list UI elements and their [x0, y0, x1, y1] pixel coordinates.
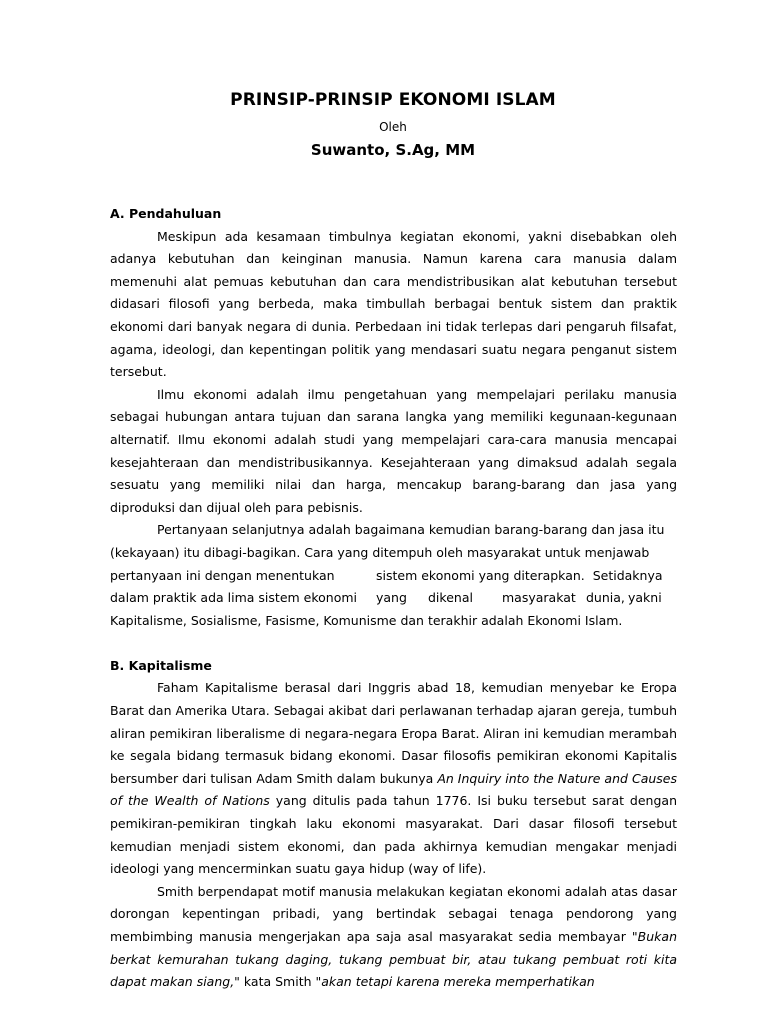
- text-run: " kata Smith: [234, 974, 316, 990]
- text-run: Smith berpendapat motif manusia melakukan kegiatan ekonomi adalah atas dasar dorongan kepentingan pribadi, yang bertindak sebagai tenaga pendorong yang membimbing manusia mengerjakan apa saja asal masyarakat sedia membayar ": [110, 883, 677, 944]
- quote-text: Bukan berkat kemurahan tukang daging, tukang pembuat bir, atau tukang pembuat roti kita dapat makan siang,: [110, 929, 677, 990]
- section-a-paragraph-2: Ilmu ekonomi adalah ilmu pengetahuan yang mempelajari perilaku manusia sebagai hubungan antara tujuan dan sarana langka yang memiliki kegunaan-kegunaan alternatif. Ilmu ekonomi adalah studi yang mempelajari cara-cara manusia mencapai kesejahteraan dan mendistribusikannya. Kesejahteraan yang dimaksud adalah segala sesuatu yang memiliki nilai dan harga, mencakup barang-barang dan jasa yang diproduksi dan dijual oleh para pebisnis.: [110, 386, 677, 515]
- line-segment: dunia,: [586, 590, 625, 606]
- author-prefix: Oleh: [379, 120, 407, 134]
- document-title: PRINSIP-PRINSIP EKONOMI ISLAM: [230, 90, 556, 110]
- paragraph-line: (kekayaan) itu dibagi-bagikan. Cara yang ditempuh oleh masyarakat untuk menjawab: [110, 544, 650, 560]
- line-segment: yakni: [628, 590, 662, 606]
- line-segment: pertanyaan ini dengan menentukan: [110, 567, 335, 583]
- section-a-paragraph-1: Meskipun ada kesamaan timbulnya kegiatan ekonomi, yakni disebabkan oleh adanya kebutuhan dan keinginan manusia. Namun karena cara manusia dalam memenuhi alat pemuas kebutuhan dan cara mendistribusikan alat kebutuhan tersebut didasari filosofi yang berbeda, maka timbullah berbagai bentuk sistem dan praktik ekonomi dari banyak negara di dunia. Perbedaan ini tidak terlepas dari pengaruh filsafat, agama, ideologi, dan kepentingan politik yang mendasari suatu negara penganut sistem tersebut.: [110, 228, 677, 380]
- section-b-paragraph-2: [110, 881, 677, 994]
- section-a-paragraph-3: [110, 519, 677, 632]
- line-segment: dikenal: [428, 590, 473, 606]
- section-a-heading: A. Pendahuluan: [110, 206, 222, 221]
- section-gap: [110, 632, 677, 655]
- paragraph-line: Pertanyaan selanjutnya adalah bagaimana kemudian barang-barang dan jasa itu: [157, 522, 665, 538]
- text-run: yang ditulis pada tahun 1776. Isi buku tersebut sarat dengan pemikiran-pemikiran tingkah laku ekonomi masyarakat. Dari dasar filosofi tersebut kemudian menjadi sistem ekonomi, dan pada akhirnya kemudian mengakar menjadi ideologi yang mencerminkan suatu gaya hidup (way of life).: [110, 793, 677, 877]
- text-run: Faham Kapitalisme berasal dari Inggris abad 18, kemudian menyebar ke Eropa Barat dan Amerika Utara. Sebagai akibat dari perlawanan terhadap ajaran gereja, tumbuh aliran pemikiran liberalisme di negara-negara Eropa Barat. Aliran ini kemudian merambah ke segala bidang termasuk bidang ekonomi. Dasar filosofis pemikiran ekonomi Kapitalis bersumber dari tulisan Adam Smith dalam bukunya: [110, 680, 677, 786]
- section-b-paragraph-1: [110, 677, 677, 880]
- title-block: [0, 88, 768, 160]
- line-segment: yang: [376, 590, 407, 606]
- section-b-heading: B. Kapitalisme: [110, 657, 212, 673]
- line-segment: masyarakat: [502, 590, 576, 606]
- author-name: Suwanto, S.Ag, MM: [310, 141, 476, 159]
- book-title: An Inquiry into the Nature and Causes of the Wealth of Nations: [110, 770, 677, 809]
- document-body: [110, 203, 677, 994]
- quote-text: "akan tetapi karena mereka memperhatikan: [315, 974, 595, 990]
- paragraph-line: Kapitalisme, Sosialisme, Fasisme, Komunisme dan terakhir adalah Ekonomi Islam.: [110, 612, 623, 628]
- paragraph-line: [110, 587, 677, 610]
- line-segment: sistem ekonomi yang diterapkan. Setidaknya: [376, 567, 663, 583]
- paragraph-line: [110, 565, 677, 588]
- line-segment: dalam praktik ada lima sistem ekonomi: [110, 590, 358, 606]
